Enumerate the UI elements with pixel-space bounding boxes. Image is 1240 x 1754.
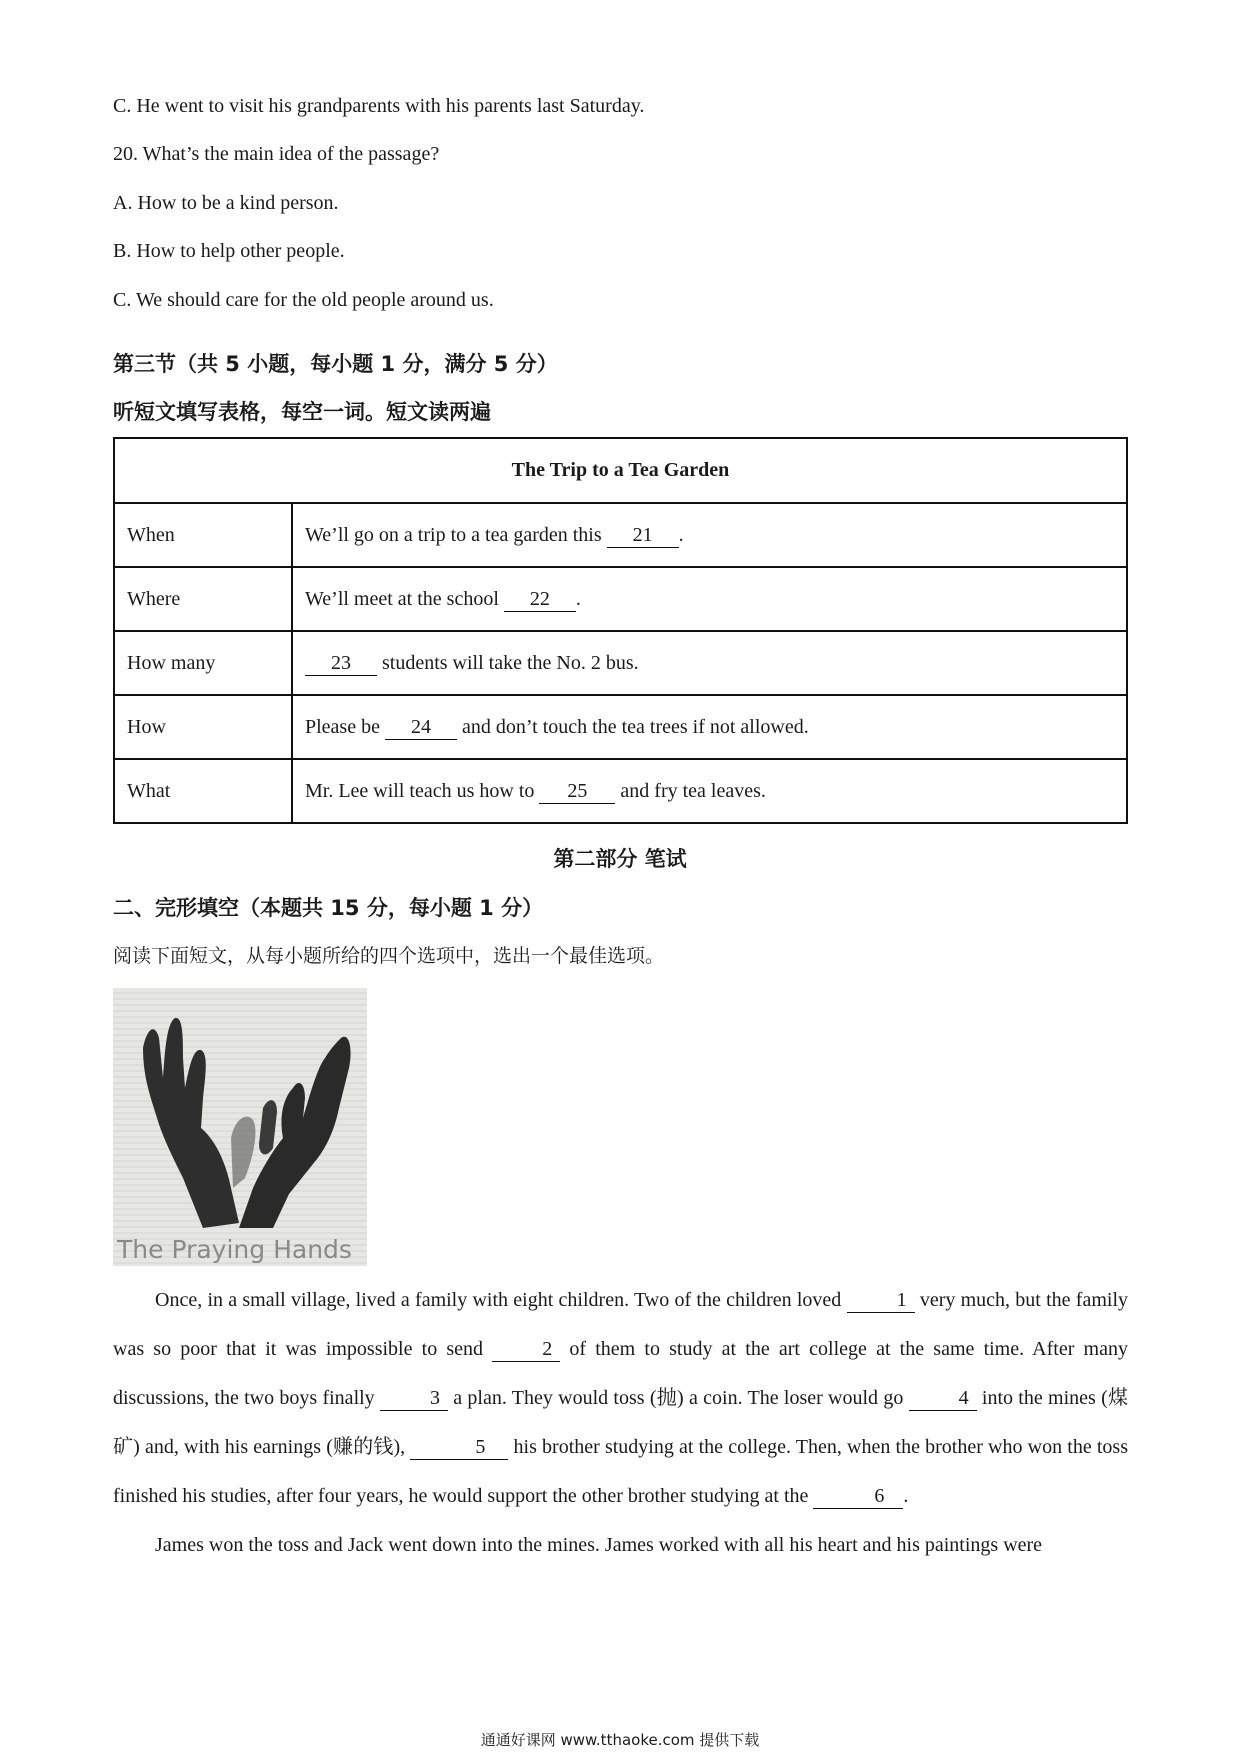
- q20-option-c: C. We should care for the old people around us.: [113, 289, 494, 311]
- cloze-heading: 二、完形填空（本题共 15 分，每小题 1 分）: [113, 896, 544, 920]
- cloze-blank: 5: [410, 1435, 508, 1460]
- table-row: [114, 503, 1127, 567]
- cloze-blank: 2: [492, 1337, 560, 1362]
- passage-text: Once, in a small village, lived a family with eight children. Two of the children loved: [155, 1289, 847, 1311]
- q20-option-b: B. How to help other people.: [113, 240, 345, 262]
- table-title: The Trip to a Tea Garden: [114, 438, 1127, 503]
- row-label: What: [114, 759, 292, 823]
- row-content: [292, 567, 1127, 631]
- answer-blank: 21: [607, 523, 679, 548]
- cloze-blank: 4: [909, 1386, 977, 1411]
- trip-table: [113, 437, 1128, 824]
- answer-blank: 24: [385, 715, 457, 740]
- footer-text: 通通好课网 www.tthaoke.com 提供下载: [480, 1731, 760, 1749]
- section3-heading: 第三节（共 5 小题，每小题 1 分，满分 5 分）: [113, 352, 558, 376]
- passage-text: a plan. They would toss (抛) a coin. The loser would go: [447, 1387, 909, 1409]
- passage-text: his brother studying at the college. Then, when the brother who won the toss finished his studies, after four years, he would support the other brother studying at the: [113, 1436, 1128, 1507]
- row-label: How many: [114, 631, 292, 695]
- part2-heading: 第二部分 笔试: [553, 847, 687, 871]
- praying-hands-illustration: [113, 988, 367, 1266]
- passage-text: into the mines (煤矿) and, with his earnings (赚的钱),: [113, 1387, 1129, 1458]
- table-row: [114, 631, 1127, 695]
- row-label: How: [114, 695, 292, 759]
- row-text-before: Please be: [305, 715, 385, 738]
- cloze-passage: [113, 1276, 1128, 1570]
- passage-text: .: [903, 1485, 909, 1507]
- row-text-after: .: [678, 523, 684, 546]
- row-content: [292, 759, 1127, 823]
- passage-text: very much, but the family was so poor that it was impossible to send: [113, 1289, 1128, 1360]
- cloze-instruction: 阅读下面短文，从每小题所给的四个选项中，选出一个最佳选项。: [113, 945, 665, 967]
- row-text-before: We’ll meet at the school: [305, 587, 504, 610]
- passage-text: of them to study at the art college at the same time. After many discussions, the two boys finally: [113, 1338, 1128, 1409]
- row-text-after: students will take the No. 2 bus.: [377, 651, 639, 674]
- row-text-after: and don’t touch the tea trees if not allowed.: [456, 715, 809, 738]
- row-text-after: .: [575, 587, 581, 610]
- q20-option-a: A. How to be a kind person.: [113, 192, 339, 214]
- table-title-row: [114, 438, 1127, 503]
- row-label: Where: [114, 567, 292, 631]
- row-content: [292, 503, 1127, 567]
- q19-option-c: C. He went to visit his grandparents with his parents last Saturday.: [113, 95, 645, 117]
- row-text-before: Mr. Lee will teach us how to: [305, 779, 540, 802]
- answer-blank: 25: [539, 779, 615, 804]
- paragraph-2: James won the toss and Jack went down into the mines. James worked with all his heart and his paintings were: [155, 1534, 1043, 1556]
- row-text-after: and fry tea leaves.: [615, 779, 766, 802]
- row-content: [292, 631, 1127, 695]
- row-text-before: We’ll go on a trip to a tea garden this: [305, 523, 607, 546]
- paragraph-1: [113, 1276, 1128, 1521]
- image-caption: The Praying Hands: [117, 1235, 352, 1264]
- answer-blank: 23: [305, 651, 377, 676]
- praying-hands-image: [113, 988, 367, 1266]
- section3-instruction: 听短文填写表格，每空一词。短文读两遍: [113, 400, 491, 424]
- cloze-blank: 6: [813, 1484, 903, 1509]
- row-content: [292, 695, 1127, 759]
- answer-blank: 22: [504, 587, 576, 612]
- table-row: [114, 567, 1127, 631]
- q20-question: 20. What’s the main idea of the passage?: [113, 143, 440, 165]
- cloze-blank: 1: [847, 1288, 915, 1313]
- table-row: [114, 759, 1127, 823]
- row-label: When: [114, 503, 292, 567]
- cloze-blank: 3: [380, 1386, 448, 1411]
- table-row: [114, 695, 1127, 759]
